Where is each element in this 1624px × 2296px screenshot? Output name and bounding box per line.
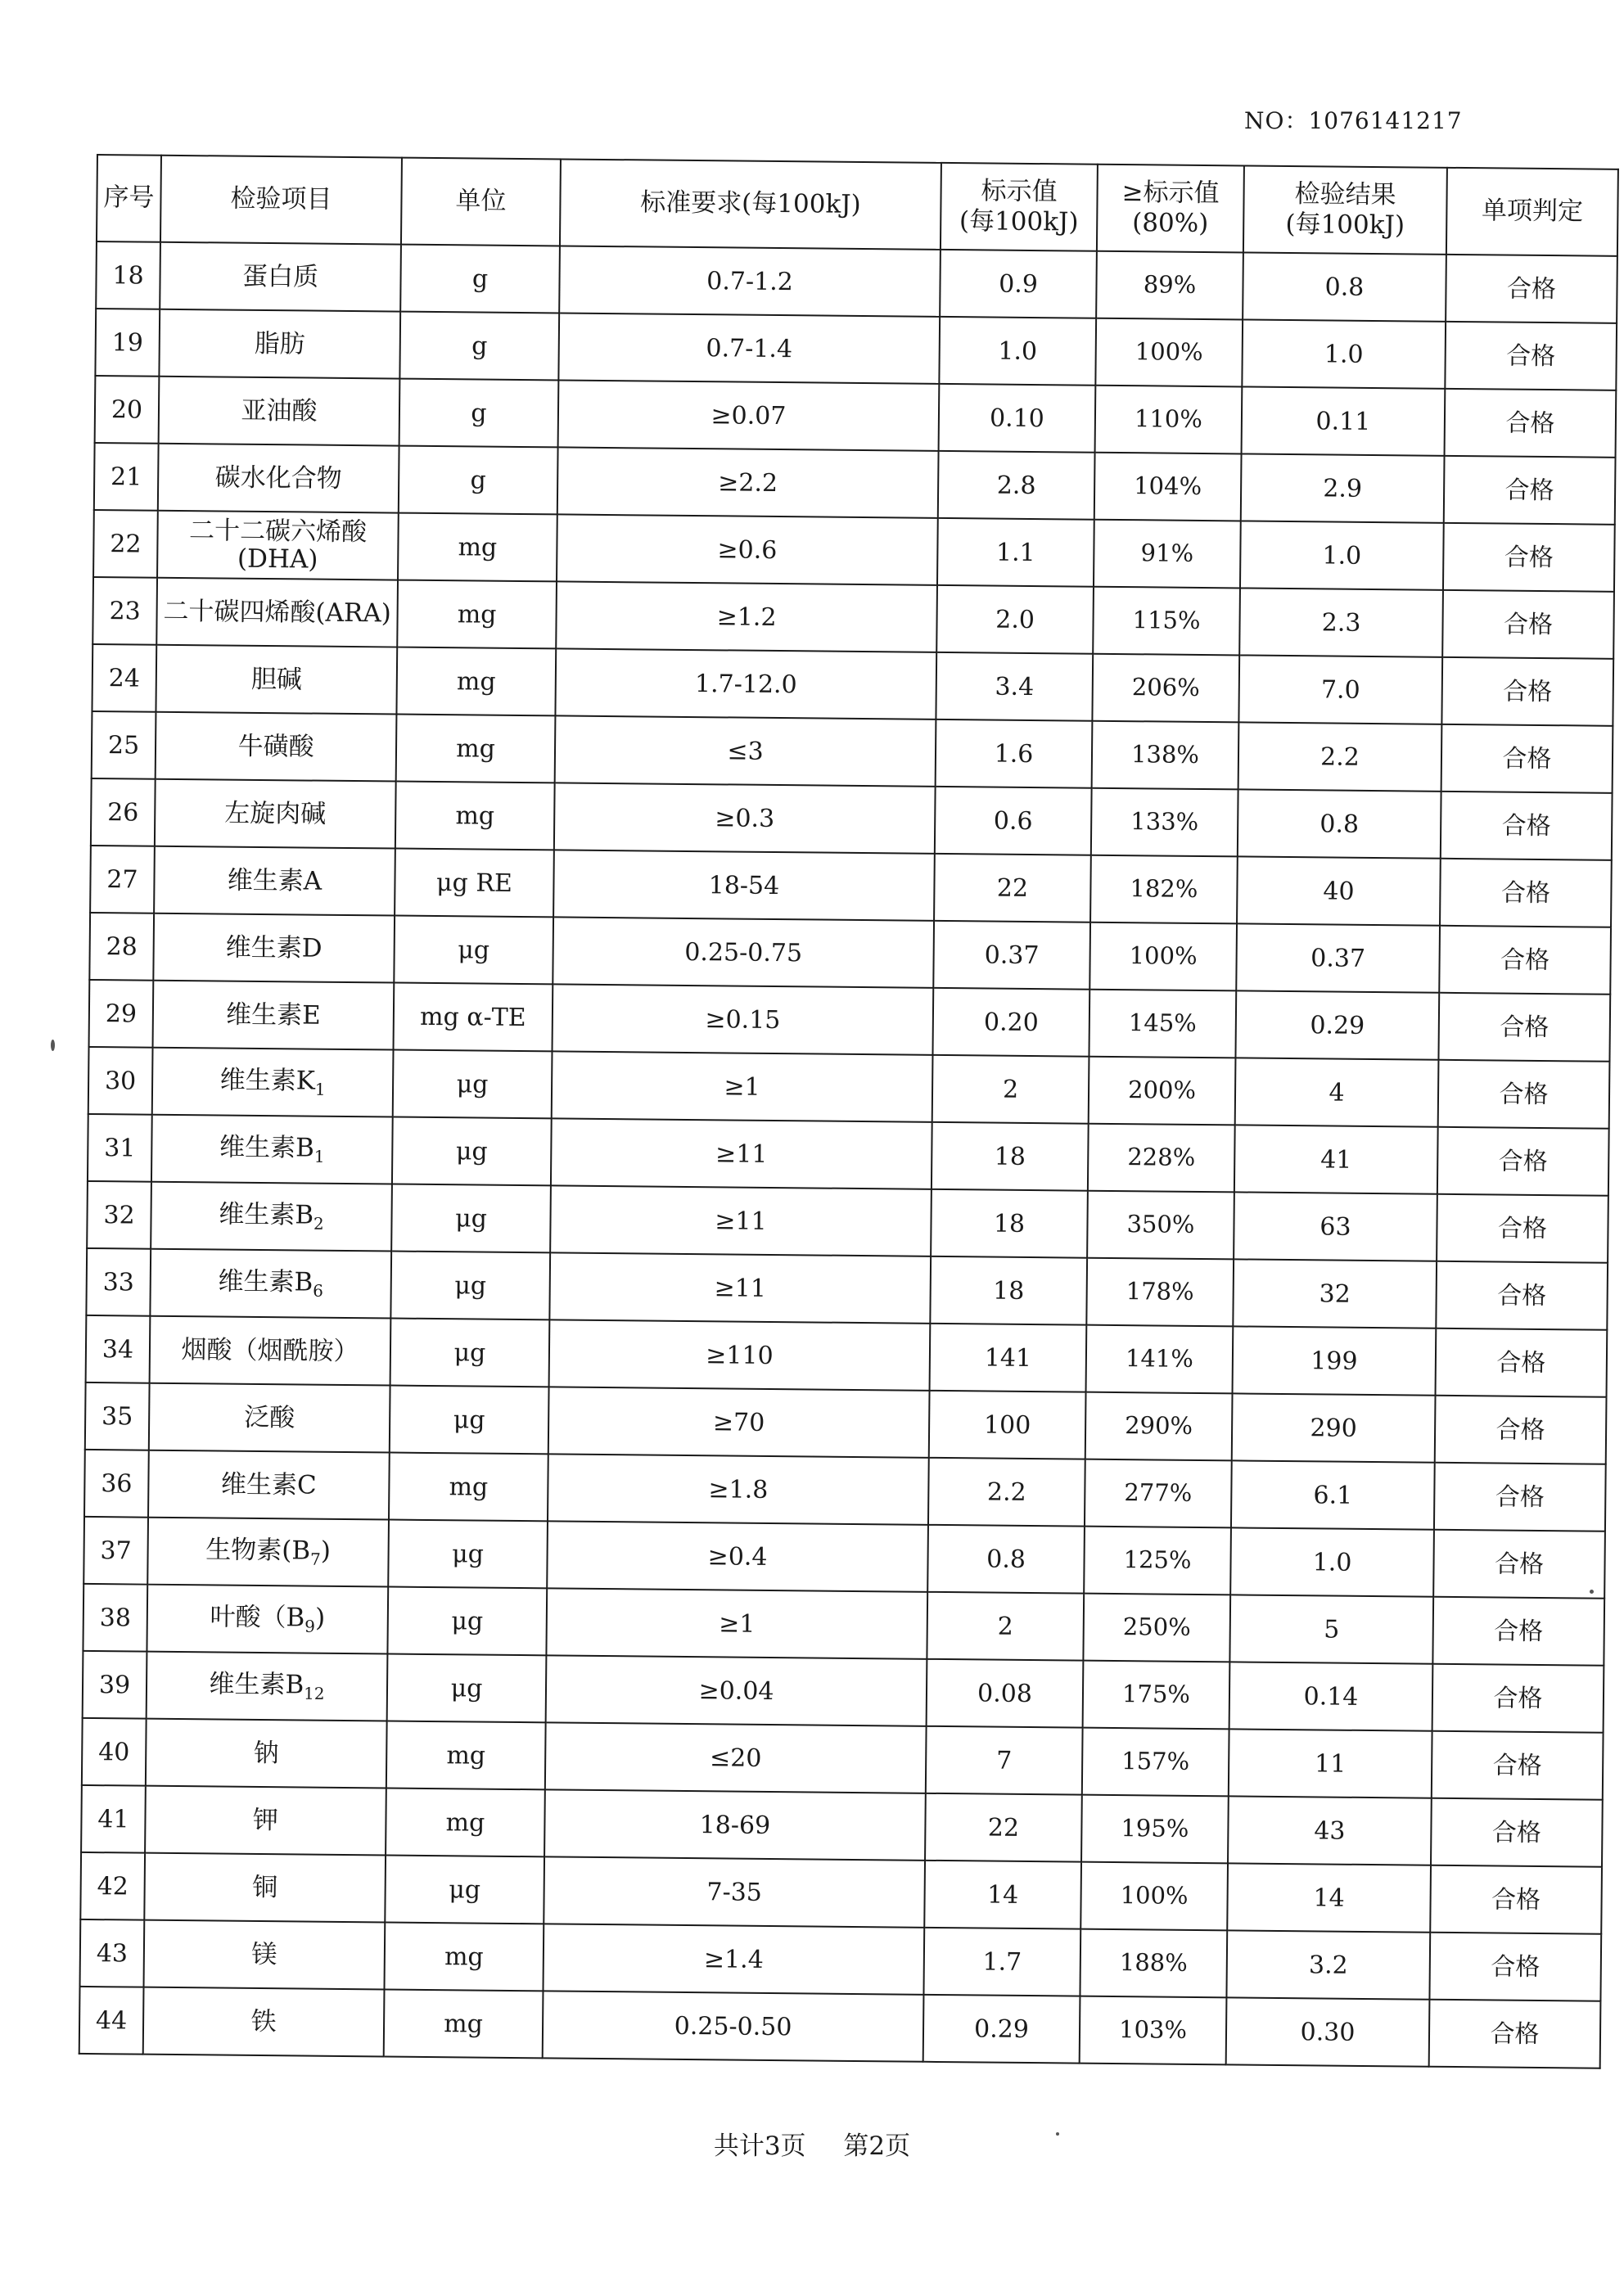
cell-result: 40 — [1237, 856, 1441, 925]
cell-seq: 43 — [80, 1919, 145, 1987]
cell-item — [150, 1316, 391, 1386]
cell-standard: ≥0.04 — [546, 1655, 927, 1725]
cell-judgement: 合格 — [1432, 1597, 1604, 1666]
cell-label-value: 141 — [930, 1324, 1087, 1392]
cell-pct: 100% — [1089, 922, 1237, 991]
cell-judgement: 合格 — [1441, 657, 1613, 726]
cell-label-value: 0.9 — [940, 250, 1097, 318]
cell-unit: mg — [395, 782, 555, 850]
cell-result: 0.29 — [1235, 990, 1439, 1059]
cell-seq: 29 — [89, 980, 154, 1048]
cell-seq: 37 — [83, 1517, 148, 1585]
item-subscript: 1 — [314, 1079, 326, 1099]
cell-pct: 178% — [1086, 1258, 1234, 1327]
cell-seq: 24 — [92, 644, 156, 712]
cell-standard: ≥1 — [546, 1588, 927, 1658]
header-item: 检验项目 — [160, 156, 402, 245]
item-name: 铁 — [250, 2006, 277, 2037]
item-suffix: ) — [320, 1536, 332, 1566]
cell-seq: 20 — [95, 376, 160, 444]
cell-item — [156, 645, 397, 715]
cell-judgement: 合格 — [1435, 1396, 1607, 1464]
header-pct-line1: ≥标示值 — [1121, 177, 1220, 208]
header-label-value-line1: 标示值 — [981, 176, 1058, 207]
cell-item — [158, 444, 399, 513]
cell-pct: 125% — [1084, 1527, 1231, 1595]
cell-pct: 100% — [1080, 1862, 1228, 1931]
cell-item — [144, 1920, 386, 1990]
cell-label-value: 0.29 — [923, 1995, 1080, 2064]
cell-pct: 103% — [1080, 1996, 1227, 2065]
cell-standard: 18-69 — [544, 1789, 926, 1860]
cell-item — [155, 779, 396, 849]
item-name: 维生素E — [225, 999, 321, 1031]
header-label-value — [941, 163, 1098, 251]
cell-seq: 44 — [79, 1987, 144, 2055]
cell-seq: 31 — [88, 1114, 152, 1182]
cell-standard: 0.7-1.2 — [559, 246, 941, 316]
cell-seq: 34 — [86, 1315, 151, 1383]
table-body — [79, 241, 1617, 2068]
cell-pct: 228% — [1088, 1124, 1235, 1193]
cell-standard: ≥110 — [549, 1319, 931, 1390]
cell-label-value: 0.08 — [927, 1659, 1084, 1728]
cell-pct: 138% — [1092, 721, 1239, 790]
cell-item — [149, 1383, 390, 1453]
cell-standard: ≥1.4 — [543, 1924, 924, 1994]
item-name: 脂肪 — [254, 328, 305, 359]
item-subscript: 1 — [314, 1146, 325, 1166]
cell-item — [151, 1115, 393, 1184]
cell-seq: 22 — [93, 510, 158, 578]
cell-seq: 41 — [81, 1785, 146, 1853]
cell-standard: 0.25-0.75 — [553, 917, 934, 987]
cell-seq: 21 — [94, 443, 159, 511]
cell-seq: 33 — [86, 1248, 151, 1316]
cell-judgement: 合格 — [1438, 1060, 1610, 1129]
item-name: 维生素B — [218, 1266, 314, 1297]
cell-standard: 0.25-0.50 — [543, 1991, 924, 2061]
cell-unit: g — [399, 446, 558, 515]
item-name: 左旋肉碱 — [224, 798, 327, 829]
scan-speck — [1590, 1590, 1594, 1594]
cell-unit: μg — [391, 1184, 551, 1253]
cell-item — [160, 242, 401, 312]
cell-result: 2.3 — [1239, 588, 1443, 656]
cell-result: 41 — [1234, 1125, 1438, 1193]
cell-label-value: 7 — [926, 1726, 1083, 1795]
cell-unit: mg — [386, 1721, 546, 1789]
cell-standard: ≥2.2 — [557, 447, 939, 517]
cell-seq: 39 — [83, 1651, 147, 1719]
cell-unit: μg — [387, 1653, 547, 1722]
item-subscript: 7 — [309, 1549, 321, 1569]
cell-result: 63 — [1234, 1192, 1437, 1261]
header-result-line2: (每100kJ) — [1285, 209, 1405, 241]
cell-item — [148, 1450, 390, 1520]
cell-judgement: 合格 — [1437, 1127, 1609, 1196]
cell-unit: g — [400, 245, 560, 314]
cell-standard: ≥1 — [552, 1051, 933, 1121]
document-number: NO：1076141217 — [1244, 107, 1463, 134]
cell-seq: 23 — [92, 577, 157, 645]
cell-standard: ≥0.4 — [547, 1521, 928, 1591]
cell-pct: 195% — [1081, 1795, 1229, 1864]
cell-standard: ≥70 — [548, 1387, 930, 1457]
cell-result: 0.30 — [1226, 1997, 1430, 2066]
cell-pct: 89% — [1096, 251, 1243, 320]
cell-pct: 104% — [1094, 453, 1242, 521]
cell-item — [159, 377, 400, 446]
cell-judgement: 合格 — [1429, 2000, 1601, 2068]
cell-seq: 35 — [85, 1383, 150, 1450]
cell-pct: 290% — [1085, 1392, 1233, 1461]
cell-standard: ≥0.07 — [558, 380, 940, 450]
cell-judgement: 合格 — [1442, 590, 1614, 659]
cell-pct: 175% — [1083, 1661, 1230, 1730]
cell-result: 1.0 — [1242, 319, 1446, 388]
cell-label-value: 2.0 — [936, 585, 1094, 654]
cell-item — [157, 511, 399, 580]
header-judgement: 单项判定 — [1446, 168, 1618, 256]
cell-standard: ≥1.2 — [556, 581, 937, 652]
cell-judgement: 合格 — [1441, 792, 1613, 860]
item-subscript: 6 — [313, 1280, 324, 1301]
cell-label-value: 100 — [929, 1391, 1086, 1459]
cell-standard: ≥11 — [551, 1118, 932, 1189]
inspection-results-table — [79, 154, 1619, 2069]
cell-pct: 206% — [1092, 654, 1239, 723]
cell-unit: mg — [398, 513, 557, 582]
item-subscript: 12 — [304, 1683, 325, 1703]
cell-pct: 277% — [1085, 1459, 1232, 1528]
cell-result: 3.2 — [1226, 1930, 1430, 1999]
cell-pct: 182% — [1090, 855, 1238, 924]
cell-result: 0.8 — [1243, 252, 1446, 321]
cell-judgement: 合格 — [1430, 1865, 1602, 1934]
cell-unit: μg — [393, 1050, 553, 1119]
scan-speck — [51, 1040, 55, 1051]
item-name: 牛磺酸 — [237, 731, 314, 762]
cell-item — [143, 1987, 385, 2057]
cell-pct: 145% — [1089, 990, 1236, 1058]
cell-item — [147, 1585, 388, 1654]
header-pct — [1097, 165, 1244, 253]
cell-judgement: 合格 — [1439, 926, 1611, 995]
item-name: 二十碳四烯酸(ARA) — [163, 596, 391, 629]
cell-judgement: 合格 — [1433, 1530, 1605, 1599]
cell-unit: mg — [386, 1788, 545, 1856]
cell-item — [154, 846, 395, 916]
cell-label-value: 0.37 — [933, 921, 1090, 990]
cell-label-value: 18 — [931, 1189, 1088, 1258]
cell-standard: ≥11 — [549, 1252, 931, 1323]
cell-judgement: 合格 — [1440, 859, 1612, 927]
item-name: 铜 — [252, 1872, 278, 1903]
item-name: 维生素C — [220, 1469, 317, 1500]
item-name: 叶酸（B — [210, 1602, 305, 1633]
cell-pct: 200% — [1089, 1057, 1236, 1125]
cell-pct: 350% — [1087, 1191, 1234, 1260]
cell-seq: 18 — [96, 241, 160, 309]
item-name: 维生素B — [219, 1199, 314, 1230]
cell-unit: μg — [390, 1319, 550, 1387]
item-name: 维生素K — [219, 1065, 316, 1096]
cell-result: 5 — [1229, 1595, 1433, 1663]
cell-item — [153, 913, 395, 983]
cell-judgement: 合格 — [1446, 255, 1617, 323]
cell-unit: μg — [392, 1117, 552, 1186]
cell-unit: mg — [396, 715, 556, 783]
cell-item — [152, 1048, 394, 1117]
cell-result: 4 — [1235, 1058, 1439, 1126]
cell-unit: μg — [390, 1386, 549, 1455]
item-name: 二十二碳六烯酸 — [188, 516, 368, 548]
header-result-line1: 检验结果 — [1294, 178, 1396, 210]
cell-item — [145, 1786, 386, 1856]
cell-result: 2.9 — [1241, 453, 1445, 522]
cell-judgement: 合格 — [1432, 1731, 1604, 1800]
cell-pct: 157% — [1082, 1728, 1229, 1797]
cell-pct: 100% — [1095, 318, 1243, 387]
cell-standard: 1.7-12.0 — [555, 648, 936, 719]
cell-unit: mg α-TE — [394, 983, 553, 1052]
cell-result: 0.11 — [1242, 386, 1446, 455]
footer-current-page: 第2页 — [843, 2131, 911, 2161]
footer-total-pages: 共计3页 — [713, 2131, 806, 2161]
header-result — [1243, 165, 1447, 254]
cell-label-value: 2.8 — [938, 451, 1095, 520]
item-name: 蛋白质 — [241, 261, 319, 292]
cell-judgement: 合格 — [1445, 389, 1617, 458]
cell-judgement: 合格 — [1441, 724, 1613, 793]
item-subscript: 2 — [313, 1213, 324, 1234]
item-name: 维生素B — [209, 1669, 304, 1700]
cell-result: 1.0 — [1230, 1527, 1434, 1596]
cell-label-value: 1.0 — [939, 317, 1096, 386]
cell-seq: 30 — [88, 1047, 153, 1115]
cell-standard: ≥0.15 — [553, 984, 934, 1054]
cell-seq: 32 — [87, 1181, 151, 1249]
item-name: 胆碱 — [250, 664, 303, 695]
cell-label-value: 0.10 — [939, 384, 1096, 453]
item-name: 亚油酸 — [241, 395, 318, 426]
cell-item — [144, 1853, 386, 1923]
cell-unit: μg RE — [395, 849, 554, 918]
cell-item — [147, 1518, 389, 1587]
cell-item — [153, 981, 395, 1050]
cell-standard: ≥0.3 — [554, 783, 936, 853]
cell-standard: ≥11 — [550, 1185, 932, 1256]
cell-unit: mg — [397, 580, 557, 649]
cell-result: 6.1 — [1231, 1460, 1435, 1529]
cell-judgement: 合格 — [1443, 523, 1615, 592]
cell-result: 43 — [1228, 1796, 1432, 1865]
table-header-row — [97, 155, 1618, 256]
cell-standard: ≥0.6 — [557, 514, 938, 584]
item-name: 碳水化合物 — [214, 462, 342, 494]
cell-label-value: 0.6 — [935, 787, 1092, 855]
cell-unit: mg — [384, 1922, 544, 1991]
cell-label-value: 0.8 — [927, 1525, 1085, 1594]
page-footer — [0, 2125, 1624, 2162]
header-pct-line2: (80%) — [1132, 208, 1209, 239]
cell-judgement: 合格 — [1437, 1194, 1608, 1263]
cell-label-value: 1.6 — [936, 719, 1093, 788]
cell-result: 199 — [1233, 1326, 1437, 1395]
cell-result: 11 — [1229, 1729, 1432, 1798]
cell-label-value: 2 — [927, 1592, 1084, 1661]
cell-result: 32 — [1233, 1259, 1437, 1328]
cell-unit: μg — [388, 1520, 548, 1589]
cell-result: 14 — [1227, 1863, 1431, 1932]
cell-result: 290 — [1232, 1393, 1436, 1462]
cell-result: 0.37 — [1236, 923, 1440, 992]
item-name: 维生素D — [225, 932, 323, 963]
cell-seq: 38 — [83, 1584, 147, 1652]
cell-seq: 28 — [89, 913, 154, 981]
item-name: 钾 — [252, 1805, 279, 1836]
cell-item — [156, 578, 398, 647]
cell-result: 0.8 — [1238, 789, 1441, 858]
cell-unit: g — [399, 379, 559, 448]
cell-seq: 25 — [92, 711, 156, 779]
header-unit: 单位 — [401, 158, 561, 246]
cell-label-value: 22 — [934, 854, 1091, 922]
cell-label-value: 18 — [930, 1256, 1087, 1325]
cell-seq: 40 — [82, 1718, 147, 1786]
cell-unit: μg — [394, 916, 553, 985]
item-subscript: 9 — [304, 1616, 316, 1636]
cell-pct: 188% — [1080, 1929, 1227, 1998]
cell-standard: ≤3 — [555, 715, 936, 786]
cell-judgement: 合格 — [1445, 322, 1617, 390]
cell-unit: mg — [389, 1453, 548, 1522]
cell-standard: ≤20 — [545, 1722, 927, 1793]
cell-label-value: 18 — [932, 1122, 1089, 1191]
cell-pct: 110% — [1095, 386, 1243, 454]
cell-unit: μg — [390, 1252, 550, 1320]
item-name: 维生素B — [219, 1132, 315, 1163]
cell-judgement: 合格 — [1436, 1261, 1608, 1330]
cell-label-value: 3.4 — [936, 652, 1093, 721]
header-seq: 序号 — [97, 155, 161, 242]
cell-seq: 36 — [84, 1450, 149, 1518]
item-name: 钠 — [253, 1738, 279, 1769]
cell-item — [147, 1652, 388, 1721]
cell-item — [156, 712, 397, 782]
cell-judgement: 合格 — [1436, 1328, 1608, 1397]
item-name: 生物素(B — [205, 1535, 311, 1566]
cell-judgement: 合格 — [1434, 1463, 1606, 1531]
cell-label-value: 2 — [932, 1055, 1089, 1124]
cell-seq: 42 — [80, 1852, 145, 1920]
table-row — [79, 1987, 1601, 2068]
cell-standard: 0.7-1.4 — [558, 313, 940, 383]
cell-judgement: 合格 — [1444, 456, 1616, 525]
cell-pct: 141% — [1086, 1325, 1234, 1394]
item-name: 维生素A — [227, 865, 323, 896]
cell-unit: μg — [385, 1855, 544, 1924]
cell-pct: 91% — [1094, 520, 1241, 589]
cell-item — [150, 1249, 391, 1319]
item-suffix: ) — [314, 1603, 326, 1633]
cell-standard: 7-35 — [544, 1856, 925, 1927]
cell-judgement: 合格 — [1431, 1798, 1603, 1867]
cell-judgement: 合格 — [1438, 993, 1610, 1062]
cell-unit: mg — [396, 647, 556, 716]
cell-result: 2.2 — [1238, 722, 1442, 791]
cell-pct: 133% — [1091, 788, 1238, 857]
cell-judgement: 合格 — [1432, 1664, 1604, 1733]
cell-item — [159, 309, 400, 379]
item-name: 烟酸（烟酰胺） — [181, 1335, 359, 1367]
header-label-value-line2: (每100kJ) — [959, 206, 1079, 237]
cell-label-value: 1.1 — [937, 518, 1094, 587]
cell-judgement: 合格 — [1429, 1933, 1601, 2001]
cell-pct: 115% — [1093, 587, 1240, 656]
cell-result: 0.14 — [1229, 1662, 1433, 1730]
scan-speck — [1056, 2132, 1059, 2136]
item-sub-line: (DHA) — [237, 544, 318, 575]
cell-standard: 18-54 — [553, 850, 935, 920]
cell-label-value: 1.7 — [923, 1928, 1080, 1996]
cell-pct: 250% — [1083, 1594, 1230, 1662]
cell-unit: g — [399, 312, 559, 381]
item-name: 镁 — [251, 1939, 277, 1970]
cell-result: 7.0 — [1238, 655, 1442, 724]
header-standard: 标准要求(每100kJ) — [560, 159, 941, 249]
cell-seq: 27 — [90, 846, 155, 913]
item-name: 泛酸 — [244, 1402, 295, 1433]
cell-standard: ≥1.8 — [548, 1454, 929, 1524]
cell-seq: 26 — [91, 778, 156, 846]
cell-label-value: 14 — [924, 1861, 1081, 1929]
cell-result: 1.0 — [1240, 521, 1444, 589]
cell-item — [146, 1719, 387, 1789]
cell-item — [151, 1182, 392, 1252]
cell-label-value: 0.20 — [932, 988, 1089, 1057]
cell-seq: 19 — [95, 309, 160, 377]
cell-unit: mg — [384, 1989, 544, 2058]
cell-label-value: 22 — [925, 1793, 1082, 1862]
cell-label-value: 2.2 — [928, 1458, 1085, 1527]
cell-unit: μg — [387, 1587, 547, 1656]
